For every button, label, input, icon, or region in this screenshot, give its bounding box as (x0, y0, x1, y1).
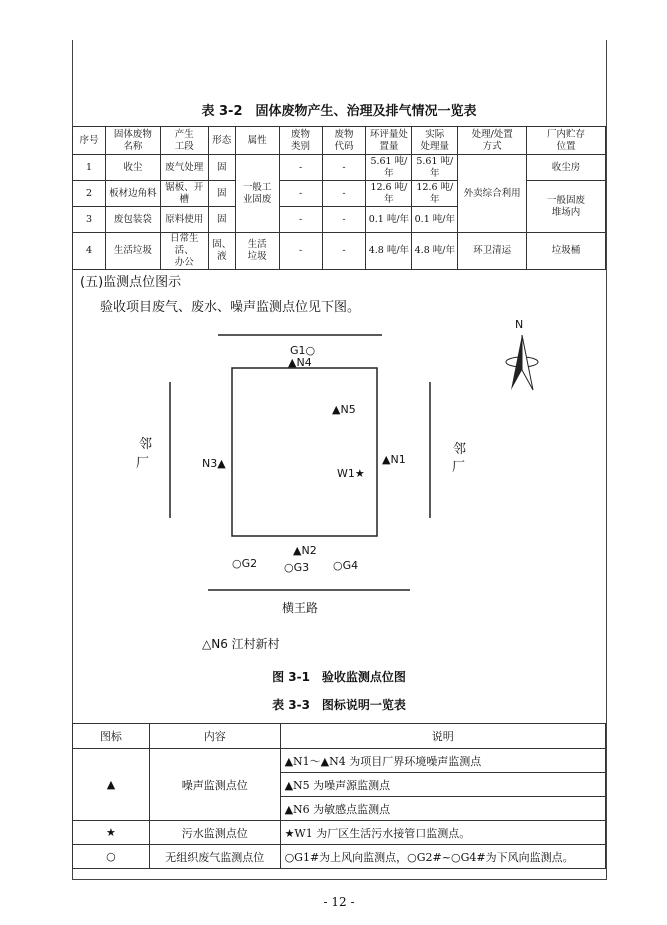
legend-table (72, 723, 606, 869)
table3-caption: 表 3-3 图标说明一览表 (272, 698, 406, 712)
table-row: 4 生活垃圾 日常生活、 办公 固、液 生活 垃圾 - - 4.8 吨/年 4.8 吨/年 环卫清运 垃圾桶 (73, 233, 606, 270)
label-left-neighbor-1: 邻 (139, 437, 153, 452)
label-n3: N3▲ (202, 457, 226, 470)
label-left-neighbor-2: 厂 (136, 456, 150, 471)
label-g1: G1○ (290, 344, 316, 357)
header-stage: 产生 工段 (160, 127, 208, 155)
header-form: 形态 (208, 127, 235, 155)
label-g2: ○G2 (232, 557, 258, 570)
header-name: 固体废物 名称 (105, 127, 160, 155)
table-row: ▲N6 为敏感点监测点 (73, 797, 606, 821)
figure-caption: 图 3-1 验收监测点位图 (272, 670, 406, 684)
table-row: ★ 污水监测点位 ★W1 为厂区生活污水接管口监测点。 (73, 821, 606, 845)
north-arrow-icon (506, 335, 538, 390)
compass-label: N (515, 318, 524, 331)
header-code: 废物 代码 (322, 127, 366, 155)
label-w1: W1★ (337, 467, 365, 480)
merged-attr-cell: 一般工 业固废 (235, 155, 279, 233)
page-number: - 12 - (323, 895, 355, 909)
table-row: ▲ 噪声监测点位 ▲N1～▲N4 为项目厂界环境噪声监测点 (73, 749, 606, 773)
label-n5: ▲N5 (332, 403, 356, 416)
label-g4: ○G4 (333, 559, 359, 572)
table-row: 1 收尘 废气处理 固 一般工 业固废 - - 5.61 吨/年 5.61 吨/年 外卖综合利用 收尘房 (73, 155, 606, 181)
label-road: 横王路 (282, 601, 319, 615)
table-row: 2 板材边角料 锯板、开槽 固 - - 12.6 吨/年 12.6 吨/年 一般固废 堆场内 (73, 181, 606, 207)
circle-icon: ○ (73, 845, 150, 869)
label-n1: ▲N1 (382, 453, 406, 466)
section-heading: (五)监测点位图示 (80, 275, 182, 290)
header-method: 处理/处置 方式 (458, 127, 527, 155)
table-row: 3 废包装袋 原料使用 固 - - 0.1 吨/年 0.1 吨/年 (73, 207, 606, 233)
label-n6: △N6 江村新村 (202, 637, 280, 651)
section-body: 验收项目废气、废水、噪声监测点位见下图。 (100, 300, 361, 315)
header-attr: 属性 (235, 127, 279, 155)
label-right-neighbor-1: 邻 (453, 442, 467, 457)
label-right-neighbor-2: 厂 (452, 460, 466, 475)
label-n4: ▲N4 (288, 356, 312, 369)
header-eia: 环评量处 置量 (366, 127, 412, 155)
label-n2: ▲N2 (293, 544, 317, 557)
star-icon: ★ (73, 821, 150, 845)
header-no: 序号 (73, 127, 106, 155)
header-cat: 废物 类别 (279, 127, 322, 155)
table-row: ○ 无组织废气监测点位 ○G1#为上风向监测点，○G2#~○G4#为下风向监测点。 (73, 845, 606, 869)
table3-header-row: 图标 内容 说明 (73, 724, 606, 749)
header-actual: 实际 处理量 (412, 127, 458, 155)
label-g3: ○G3 (284, 561, 310, 574)
plant-boundary (232, 368, 377, 536)
merged-store-cell: 一般固废 堆场内 (527, 181, 606, 233)
header-store: 厂内贮存 位置 (527, 127, 606, 155)
triangle-icon: ▲ (73, 749, 150, 821)
merged-method-cell: 外卖综合利用 (458, 155, 527, 233)
table1-caption: 表 3-2 固体废物产生、治理及排气情况一览表 (201, 104, 477, 119)
table-row: ▲N5 为噪声源监测点 (73, 773, 606, 797)
